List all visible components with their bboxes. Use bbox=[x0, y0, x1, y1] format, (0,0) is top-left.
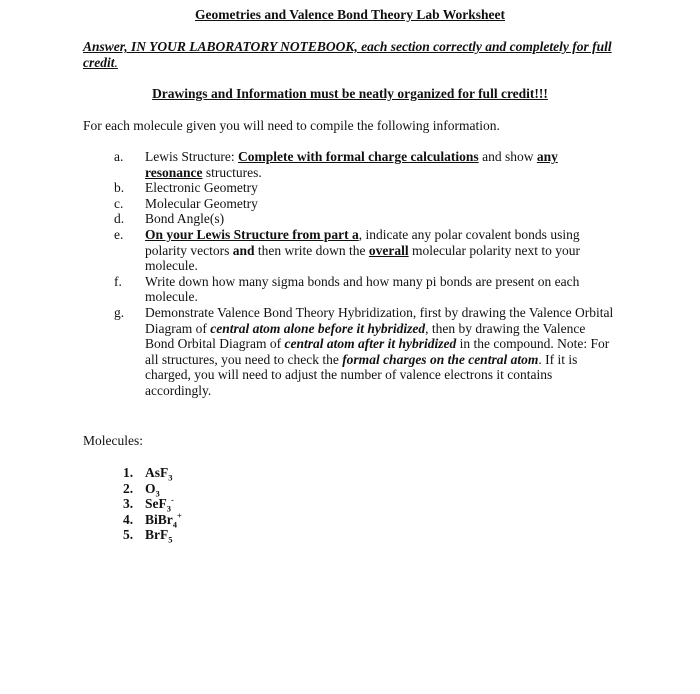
formula-subscript: 3 bbox=[168, 472, 173, 483]
text-run-bold: any resonance bbox=[145, 149, 558, 180]
text-run: , then by drawing the Valence Bond Orbital Diagram of bbox=[145, 320, 586, 352]
text-run: , indicate any polar covalent bonds using polarity vectors bbox=[145, 226, 580, 258]
list-item-b bbox=[114, 180, 614, 196]
molecule-formula bbox=[145, 527, 173, 546]
molecule-formula bbox=[145, 496, 174, 512]
molecule-number: 5. bbox=[123, 527, 134, 543]
text-run-bold: and bbox=[232, 242, 255, 258]
instruction-text: Answer, IN YOUR LABORATORY NOTEBOOK, each section correctly and completely for full credit bbox=[83, 39, 612, 70]
item-text bbox=[145, 149, 614, 180]
item-text: Bond Angle(s) bbox=[145, 211, 225, 227]
item-letter: d. bbox=[114, 211, 125, 227]
page-title: Geometries and Valence Bond Theory Lab Worksheet bbox=[194, 7, 506, 22]
molecule-formula bbox=[145, 512, 182, 528]
text-run: Demonstrate Valence Bond Theory Hybridization, first by drawing the Valence Orbital Diagram of bbox=[145, 304, 614, 336]
requirements-list bbox=[114, 149, 614, 399]
neatness-note: Drawings and Information must be neatly organized for full credit!!! bbox=[152, 86, 548, 101]
formula-charge: + bbox=[177, 510, 182, 521]
instruction-period: . bbox=[114, 54, 118, 70]
formula-base: BrF bbox=[145, 527, 169, 543]
item-text: Write down how many sigma bonds and how many pi bonds are present on each molecule. bbox=[145, 273, 580, 305]
text-run: structures. bbox=[202, 164, 262, 180]
molecule-number: 3. bbox=[123, 496, 134, 512]
formula-subscript: 3 bbox=[155, 488, 160, 499]
item-letter: f. bbox=[114, 273, 122, 289]
formula-base: O bbox=[145, 480, 156, 496]
text-run: Lewis Structure: bbox=[145, 149, 238, 164]
item-text bbox=[145, 227, 614, 274]
list-item-a bbox=[114, 149, 614, 180]
molecule-number: 4. bbox=[123, 511, 134, 527]
molecule-item bbox=[123, 512, 182, 528]
text-run-bold-italic: central atom alone before it hybridized bbox=[210, 320, 426, 336]
text-run-bold-italic: formal charges on the central atom bbox=[342, 351, 539, 367]
text-run: . If it is charged, you will need to adjust the number of valence electrons it contains accordingly. bbox=[145, 351, 578, 398]
molecule-formula bbox=[145, 481, 160, 497]
text-run: then write down the bbox=[254, 242, 369, 258]
list-item-d bbox=[114, 211, 614, 227]
molecule-list bbox=[123, 465, 182, 546]
molecule-item bbox=[123, 465, 182, 481]
text-run-bold-italic: central atom after it hybridized bbox=[284, 336, 457, 352]
formula-base: AsF bbox=[145, 465, 169, 480]
text-run: in the compound. Note: For all structures, you need to check the bbox=[145, 336, 610, 367]
molecule-formula bbox=[145, 465, 173, 481]
item-letter: c. bbox=[114, 195, 124, 211]
formula-charge: - bbox=[171, 494, 174, 505]
text-run-bold: overall bbox=[368, 242, 409, 258]
molecule-number: 1. bbox=[123, 465, 134, 480]
text-run: and show bbox=[478, 149, 537, 164]
molecule-item bbox=[123, 496, 182, 512]
text-run: molecular polarity next to your molecule. bbox=[145, 242, 580, 274]
formula-subscript: 3 bbox=[166, 503, 171, 514]
item-letter: a. bbox=[114, 149, 124, 164]
text-run-bold: Complete with formal charge calculations bbox=[237, 149, 479, 164]
item-text: Electronic Geometry bbox=[145, 180, 258, 196]
list-item-c bbox=[114, 196, 614, 212]
molecule-item bbox=[123, 527, 182, 546]
molecule-number: 2. bbox=[123, 480, 134, 496]
formula-base: SeF bbox=[145, 496, 167, 512]
text-run-bold: On your Lewis Structure from part a bbox=[145, 226, 359, 242]
list-item-e bbox=[114, 227, 614, 274]
item-letter: e. bbox=[114, 226, 124, 242]
list-item-f bbox=[114, 274, 614, 305]
item-letter: b. bbox=[114, 180, 125, 196]
list-item-g bbox=[114, 305, 614, 399]
formula-subscript: 5 bbox=[168, 535, 173, 546]
item-text bbox=[145, 305, 614, 399]
notebook-instruction bbox=[83, 39, 623, 70]
formula-subscript: 4 bbox=[172, 519, 178, 530]
intro-text: For each molecule given you will need to compile the following information. bbox=[83, 118, 500, 133]
item-text: Molecular Geometry bbox=[145, 195, 258, 211]
formula-base: BiBr bbox=[145, 511, 173, 527]
molecules-heading: Molecules: bbox=[83, 433, 143, 448]
item-letter: g. bbox=[114, 304, 125, 320]
